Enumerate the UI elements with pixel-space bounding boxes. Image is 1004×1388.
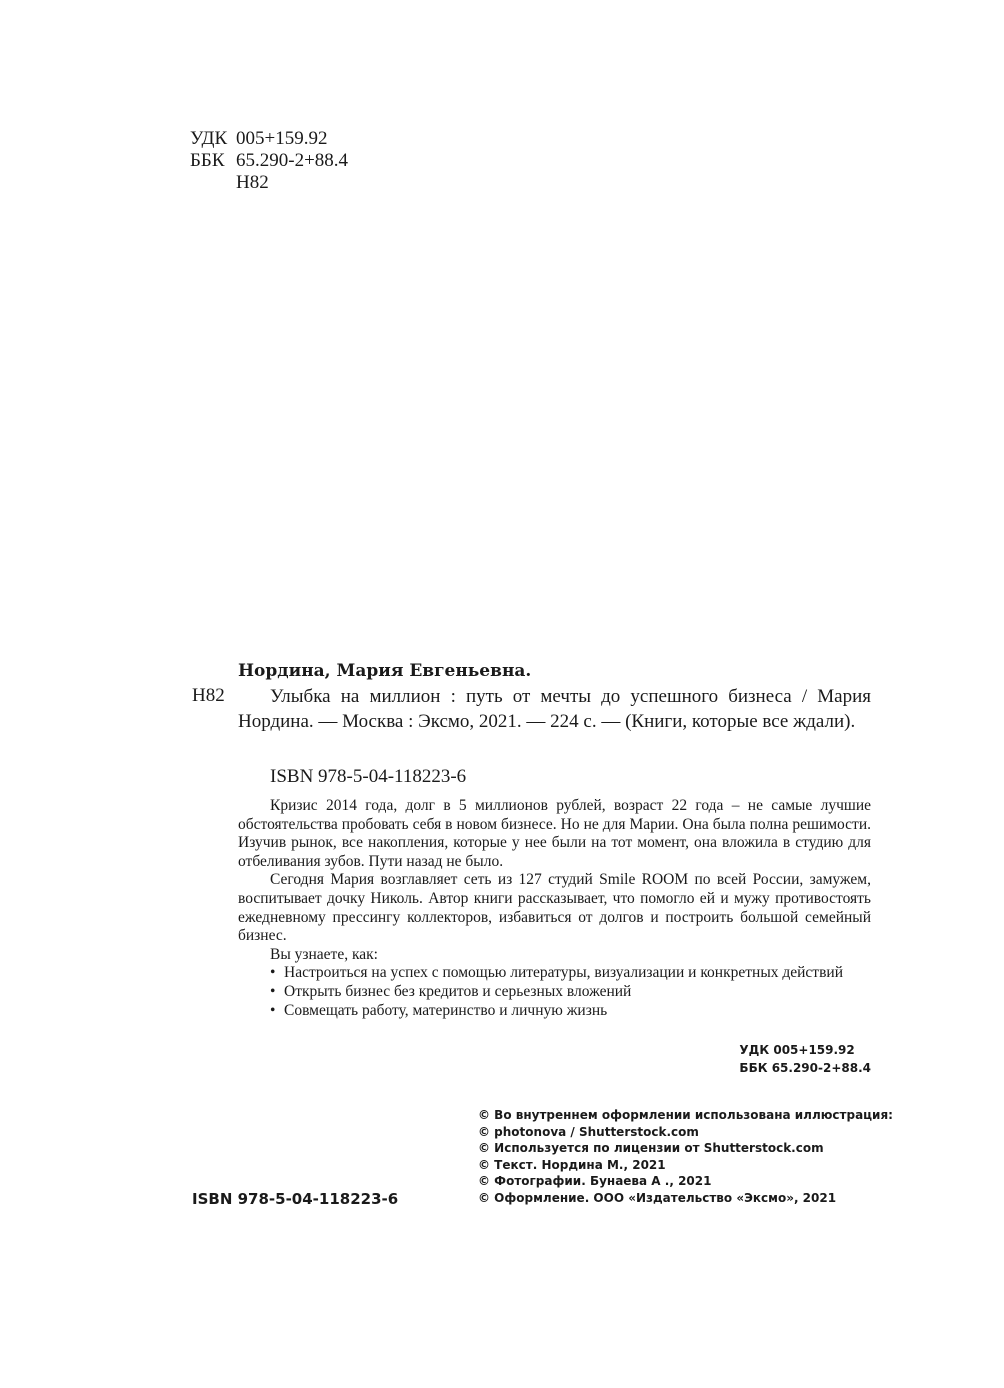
bottom-isbn: ISBN 978-5-04-118223-6 [192, 1190, 399, 1208]
udk-code: УДК 005+159.92 [739, 1043, 855, 1057]
author-heading: Нордина, Мария Евгеньевна. [238, 661, 532, 681]
classification-top [190, 128, 348, 194]
udk-line [190, 128, 348, 150]
annotation-bullet-list [238, 964, 871, 1020]
list-item-text: Открыть бизнес без кредитов и серьезных вложений [284, 982, 632, 1000]
classification-bottom [739, 1041, 871, 1077]
annotation-paragraph: Сегодня Мария возглавляет сеть из 127 студий Smile ROOM по всей России, замужем, воспитывает дочку Николь. Автор книги рассказывает, что помогло ей и мужу противостоять ежедневному прессингу коллекторов, избавиться от долгов и построить большой семейный бизнес. [238, 871, 871, 945]
bullet-marker: • [270, 982, 276, 1000]
bbk-value: 65.290-2+88.4 [236, 150, 349, 171]
bullet-marker: • [270, 964, 276, 982]
list-item-text: Настроиться на успех с помощью литературы, визуализации и конкретных действий [284, 964, 843, 982]
record-description: Улыбка на миллион : путь от мечты до успешного бизнеса / Мария Нордина. — Москва : Эксмо, 2021. — 224 с. — (Книги, которые все ждали). [238, 686, 871, 732]
list-item-text: Совмещать работу, материнство и личную жизнь [284, 1001, 608, 1019]
udk-key: УДК [190, 128, 228, 149]
record-code: Н82 [192, 685, 225, 706]
bullet-marker: • [270, 1001, 276, 1019]
list-item [270, 983, 871, 1002]
annotation-paragraph: Вы узнаете, как: [270, 945, 378, 963]
author-sign-line [190, 172, 348, 194]
annotation-paragraph: Кризис 2014 года, долг в 5 миллионов рублей, возраст 22 года – не самые лучшие обстоятельства пробовать себя в новом бизнесе. Но не для Марии. Она была полна решимости. Изучив рынок, все накопления, которые у нее были на тот момент, она вложила в студию для отбеливания зубов. Пути назад не было. [238, 797, 871, 870]
udk-value: 005+159.92 [236, 128, 328, 149]
copyright-block [478, 1107, 893, 1206]
author-sign: Н82 [236, 172, 269, 193]
copyright-line: © Фотографии. Бунаева А ., 2021 [478, 1174, 712, 1188]
copyright-line: © photonova / Shutterstock.com [478, 1124, 699, 1139]
list-item [270, 1002, 871, 1021]
bbk-line [190, 150, 348, 172]
record-isbn: ISBN 978-5-04-118223-6 [270, 766, 467, 787]
annotation [238, 797, 871, 1020]
bbk-key: ББК [190, 150, 225, 171]
list-item [270, 964, 871, 983]
copyright-line: © Оформление. ООО «Издательство «Эксмо», 2021 [478, 1190, 837, 1205]
bbk-code: ББК 65.290-2+88.4 [739, 1061, 871, 1075]
copyright-line: © Текст. Нордина М., 2021 [478, 1157, 666, 1172]
copyright-line: © Во внутреннем оформлении использована иллюстрация: [478, 1108, 893, 1122]
copyright-line: © Используется по лицензии от Shutterstock.com [478, 1141, 824, 1155]
